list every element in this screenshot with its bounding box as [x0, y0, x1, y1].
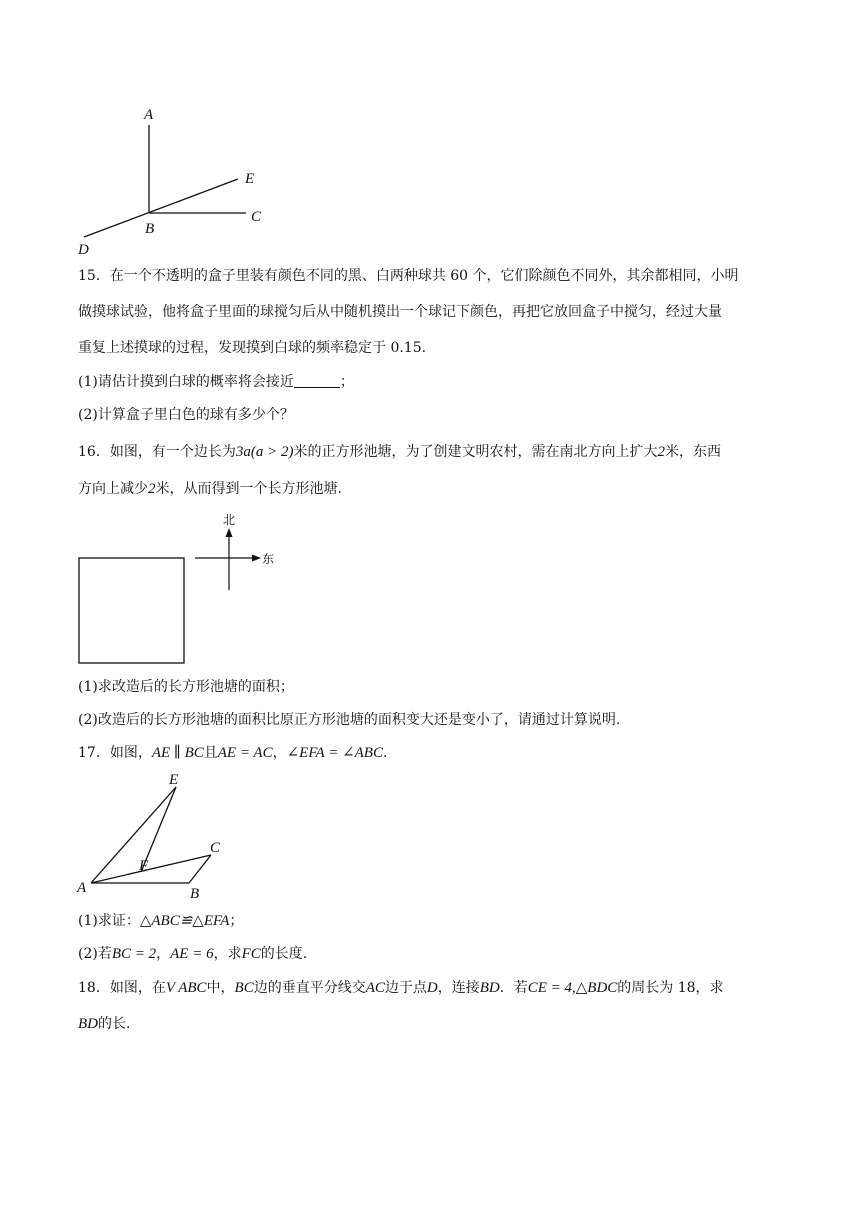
label-B: B — [145, 221, 155, 237]
q16-two-1: 2 — [657, 444, 665, 460]
label-F: F — [139, 858, 149, 874]
q16-side-expr: 3a(a > 2) — [235, 444, 294, 460]
label-A: A — [77, 880, 87, 896]
q17-sub1-pre: (1)求证： — [78, 913, 140, 929]
q15-sub1-end: ； — [339, 374, 354, 390]
segment-AE — [91, 787, 176, 883]
q16-post2: 米，东西 — [664, 444, 721, 460]
q17-sub2-sep: ， — [156, 946, 171, 962]
q17-mid: 且 — [203, 745, 218, 761]
q18-t2: 边的垂直平分线交 — [253, 980, 366, 996]
q17-sub2 — [78, 944, 307, 964]
q15-line2: 做摸球试验，他将盒子里面的球搅匀后从中随机摸出一个球记下颜色，再把它放回盒子中搅匀，经过大量 — [78, 304, 722, 320]
q17-sub2-pre: (2)若 — [78, 946, 112, 962]
pond-figure-q16 — [70, 508, 290, 673]
q17-sub2-mid: ，求 — [213, 946, 242, 962]
q15-sub2: (2)计算盒子里白色的球有多少个？ — [78, 407, 294, 423]
q17-cond3: ∠EFA = ∠ABC — [286, 745, 383, 761]
q18-t5: ．若 — [499, 980, 528, 996]
q18-bd: BD — [479, 980, 500, 996]
q15-line3: 重复上述摸球的过程，发现摸到白球的频率稳定于 0.15. — [78, 340, 427, 356]
q16-post: 米的正方形池塘，为了创建文明农村，需在南北方向上扩大 — [293, 444, 658, 460]
q17-sep: ， — [272, 745, 287, 761]
label-E: E — [245, 171, 255, 187]
label-A: A — [144, 107, 154, 123]
q17-sub1-end: ； — [229, 913, 244, 929]
q17-sub2-fc: FC — [241, 946, 261, 962]
q16-sub1: (1)求改造后的长方形池塘的面积； — [78, 679, 294, 695]
q16-line1 — [78, 442, 721, 462]
q16-two-2: 2 — [148, 481, 156, 497]
segment-DE — [84, 179, 238, 237]
q17-line1 — [78, 743, 387, 763]
answer-blank — [294, 373, 340, 388]
label-C: C — [210, 840, 221, 856]
q15-line1: 15．在一个不透明的盒子里装有颜色不同的黑、白两种球共 60 个，它们除颜色不同外，其余都相同，小明 — [78, 268, 739, 284]
q18-d: D — [426, 980, 438, 996]
q18-line2-bd: BD — [78, 1016, 98, 1032]
q18-bc: BC — [234, 980, 254, 996]
q16-line2-pre: 方向上减少 — [78, 481, 148, 497]
north-arrow-icon — [226, 528, 233, 537]
label-C: C — [251, 209, 262, 225]
q18-ac: AC — [365, 980, 385, 996]
east-arrow-icon — [252, 555, 261, 562]
triangle-figure-q17 — [70, 768, 270, 903]
q17-sub2-c2: AE = 6 — [170, 946, 214, 962]
q17-cond1: AE ∥ BC — [151, 745, 204, 761]
q18-t3: 边于点 — [384, 980, 427, 996]
q17-sub2-c1: BC = 2 — [111, 946, 157, 962]
angle-figure-q14 — [70, 100, 290, 260]
label-E: E — [169, 772, 179, 788]
q18-t1: 中， — [206, 980, 235, 996]
q17-sub2-end: 的长度. — [260, 946, 308, 962]
q16-line2 — [78, 479, 342, 499]
q17-sub1 — [78, 911, 243, 931]
q17-cond2: AE = AC — [217, 745, 273, 761]
q18-line2 — [78, 1014, 130, 1034]
q17-sub1-expr: △ABC≌△EFA — [139, 913, 230, 929]
q15-sub1-text: (1)请估计摸到白球的概率将会接近 — [78, 374, 294, 390]
q17-end: . — [382, 745, 388, 761]
q17-pre: 17．如图， — [78, 745, 152, 761]
square-pond — [79, 558, 184, 663]
q18-tri: V ABC — [165, 980, 207, 996]
q18-pre: 18．如图，在 — [78, 980, 166, 996]
q16-line2-post: 米，从而得到一个长方形池塘. — [155, 481, 342, 497]
q16-sub2: (2)改造后的长方形池塘的面积比原正方形池塘的面积变大还是变小了，请通过计算说明. — [78, 712, 621, 728]
compass-east-label: 东 — [262, 552, 275, 566]
compass-north-label: 北 — [223, 513, 236, 527]
label-B: B — [190, 886, 200, 902]
q16-pre: 16．如图，有一个边长为 — [78, 444, 236, 460]
q18-cond: CE = 4,△BDC — [527, 980, 618, 996]
q15-sub1 — [78, 372, 354, 392]
q18-t6: 的周长为 18，求 — [617, 980, 724, 996]
q18-t4: ，连接 — [437, 980, 480, 996]
label-D: D — [78, 242, 89, 258]
q18-line2-end: 的长. — [98, 1016, 131, 1032]
q18-line1 — [78, 978, 724, 998]
